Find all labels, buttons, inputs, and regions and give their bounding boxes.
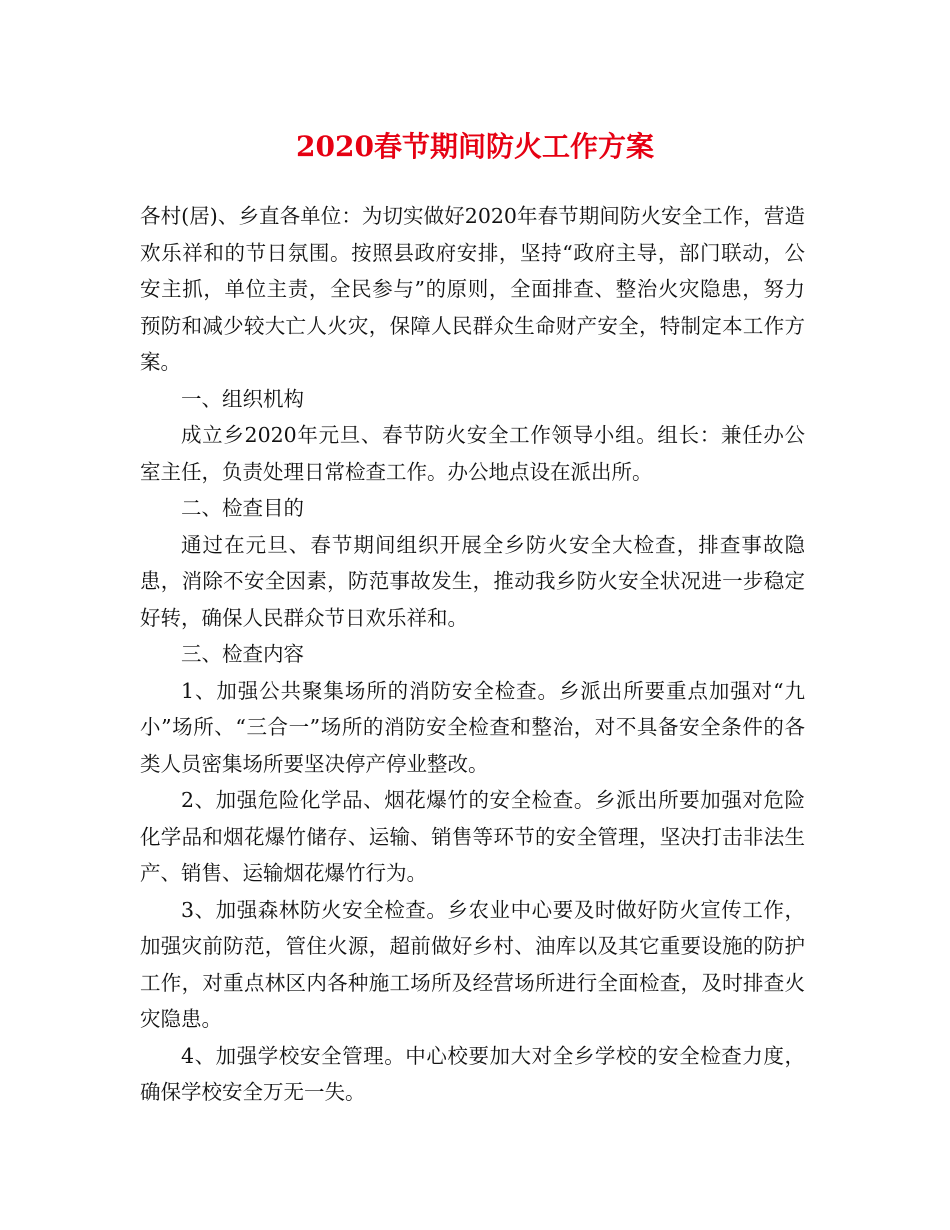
content-item-1: 1、加强公共聚集场所的消防安全检查。乡派出所要重点加强对“九小”场所、“三合一”场所的消防安全检查和整治，对不具备安全条件的各类人员密集场所要坚决停产停业整改。 (140, 678, 805, 776)
intro-paragraph: 各村(居)、乡直各单位：为切实做好2020年春节期间防火安全工作，营造欢乐祥和的节日氛围。按照县政府安排，坚持“政府主导，部门联动，公安主抓，单位主责，全民参与”的原则，全面排查、整治火灾隐患，努力预防和减少较大亡人火灾，保障人民群众生命财产安全，特制定本工作方案。 (140, 204, 805, 374)
section-heading-organization: 一、组织机构 (181, 386, 304, 411)
section-heading-purpose: 二、检查目的 (181, 496, 304, 520)
document-body (140, 198, 805, 1111)
document-title: 2020春节期间防火工作方案 (296, 130, 654, 163)
content-item-2: 2、加强危险化学品、烟花爆竹的安全检查。乡派出所要加强对危险化学品和烟花爆竹储存、运输、销售等环节的安全管理，坚决打击非法生产、销售、运输烟花爆竹行为。 (140, 788, 805, 885)
organization-paragraph: 成立乡2020年元旦、春节防火安全工作领导小组。组长：兼任办公室主任，负责处理日常检查工作。办公地点设在派出所。 (140, 423, 805, 484)
content-item-4: 4、加强学校安全管理。中心校要加大对全乡学校的安全检查力度，确保学校安全万无一失。 (140, 1043, 805, 1104)
purpose-paragraph: 通过在元旦、春节期间组织开展全乡防火安全大检查，排查事故隐患，消除不安全因素，防范事故发生，推动我乡防火安全状况进一步稳定好转，确保人民群众节日欢乐祥和。 (140, 532, 805, 630)
content-item-3: 3、加强森林防火安全检查。乡农业中心要及时做好防火宣传工作，加强灾前防范，管住火源，超前做好乡村、油库以及其它重要设施的防护工作，对重点林区内各种施工场所及经营场所进行全面检查，及时排查火灾隐患。 (140, 897, 805, 1031)
section-heading-content: 三、检查内容 (181, 642, 304, 666)
